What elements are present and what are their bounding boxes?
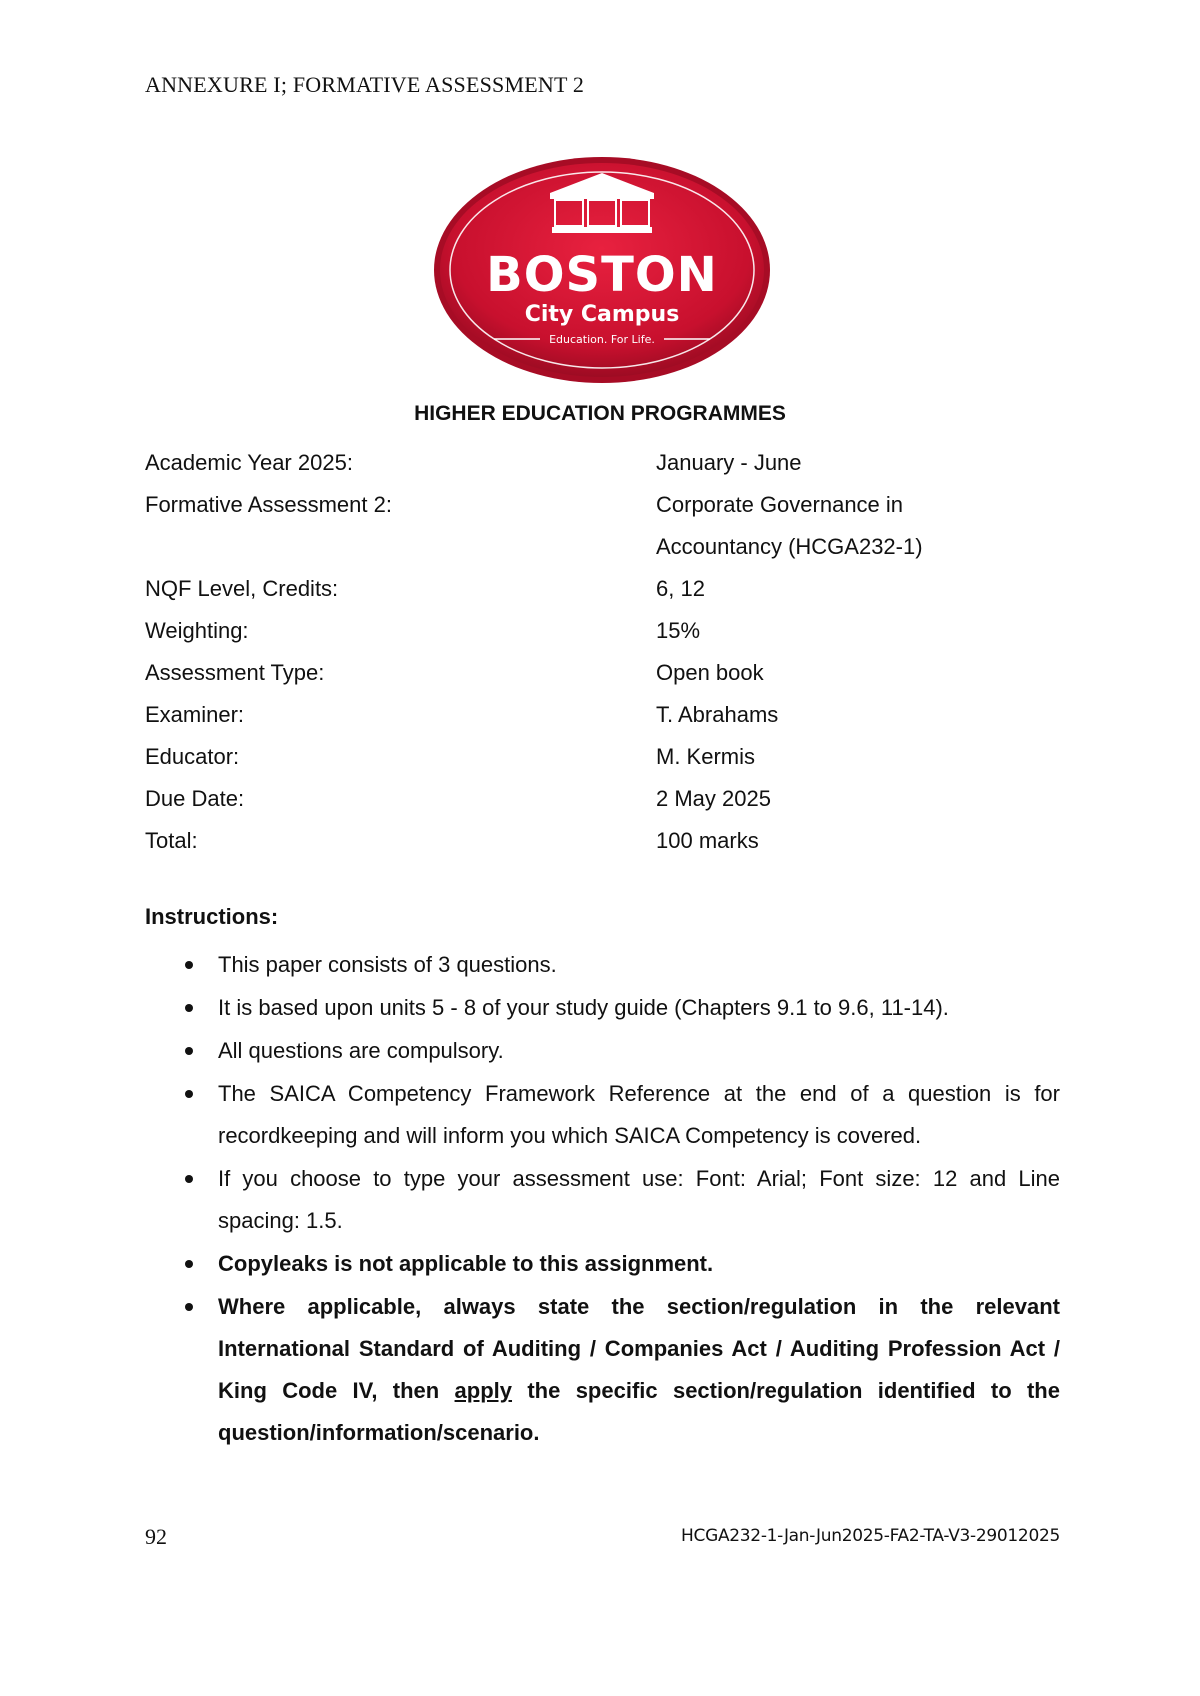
instruction-text: The SAICA Competency Framework Reference at the end of a question is for recordkeeping and will inform you which SAICA Competency is covered. — [218, 1081, 1060, 1148]
detail-label: Assessment Type: — [145, 660, 325, 685]
bullet-icon — [185, 1260, 193, 1268]
detail-row — [145, 694, 1065, 736]
detail-label: Examiner: — [145, 702, 245, 727]
detail-value: 100 marks — [656, 828, 759, 853]
detail-value: 15% — [656, 618, 701, 643]
detail-value: 6, 12 — [656, 576, 705, 601]
list-item — [145, 987, 1060, 1029]
list-item — [145, 944, 1060, 986]
instruction-text: All questions are compulsory. — [218, 1038, 504, 1063]
list-item — [145, 1243, 1060, 1285]
detail-label: Weighting: — [145, 618, 249, 643]
detail-label: Educator: — [145, 744, 240, 769]
logo-name: BOSTON — [486, 247, 718, 303]
list-item — [145, 1073, 1060, 1157]
list-item — [145, 1286, 1060, 1454]
detail-label: Total: — [145, 828, 198, 853]
bullet-icon — [185, 1047, 193, 1055]
detail-row — [145, 484, 1065, 526]
boston-city-campus-logo — [432, 155, 772, 385]
instruction-emphasis: apply — [454, 1378, 513, 1403]
detail-label: NQF Level, Credits: — [145, 576, 339, 601]
logo-tagline: Education. For Life. — [549, 333, 655, 346]
instruction-text: Copyleaks is not applicable to this assignment. — [218, 1251, 714, 1276]
detail-row — [145, 778, 1065, 820]
list-item — [145, 1158, 1060, 1242]
programme-title: HIGHER EDUCATION PROGRAMMES — [414, 402, 786, 425]
detail-value: Accountancy (HCGA232-1) — [656, 534, 923, 559]
logo-emblem — [432, 155, 772, 385]
instructions-heading: Instructions: — [145, 904, 279, 929]
detail-row — [145, 526, 1065, 568]
assessment-details — [145, 442, 1065, 862]
detail-row — [145, 568, 1065, 610]
detail-value: Open book — [656, 660, 764, 685]
bullet-icon — [185, 1004, 193, 1012]
list-item — [145, 1030, 1060, 1072]
detail-row — [145, 442, 1065, 484]
detail-label: Academic Year 2025: — [145, 450, 353, 475]
bullet-icon — [185, 1090, 193, 1098]
detail-value: 2 May 2025 — [656, 786, 771, 811]
detail-row — [145, 820, 1065, 862]
detail-label: Formative Assessment 2: — [145, 492, 392, 517]
document-header: ANNEXURE I; FORMATIVE ASSESSMENT 2 — [145, 72, 585, 97]
detail-value: M. Kermis — [656, 744, 755, 769]
document-code: HCGA232-1-Jan-Jun2025-FA2-TA-V3-29012025 — [681, 1526, 1060, 1546]
detail-row — [145, 610, 1065, 652]
detail-row — [145, 652, 1065, 694]
instruction-text-after: the specific section/regulation identified to the question/information/scenario. — [218, 1378, 1060, 1445]
detail-label: Due Date: — [145, 786, 245, 811]
detail-value: T. Abrahams — [656, 702, 779, 727]
instruction-text: It is based upon units 5 - 8 of your study guide (Chapters 9.1 to 9.6, 11-14). — [218, 995, 949, 1020]
detail-value: Corporate Governance in — [656, 492, 904, 517]
logo-subname: City Campus — [524, 302, 680, 327]
bullet-icon — [185, 1175, 193, 1183]
detail-row — [145, 736, 1065, 778]
instruction-text-before: Where applicable, always state the section/regulation in the relevant International Standard of Auditing / Companies Act / Auditing Profession Act / King Code IV, then — [218, 1294, 1060, 1403]
instruction-text: This paper consists of 3 questions. — [218, 952, 557, 977]
detail-value: January - June — [656, 450, 802, 475]
instruction-text: If you choose to type your assessment use: Font: Arial; Font size: 12 and Line spacing: 1.5. — [218, 1166, 1060, 1233]
page-number: 92 — [145, 1524, 167, 1549]
bullet-icon — [185, 1303, 193, 1311]
instructions-list — [145, 944, 1060, 1455]
bullet-icon — [185, 961, 193, 969]
